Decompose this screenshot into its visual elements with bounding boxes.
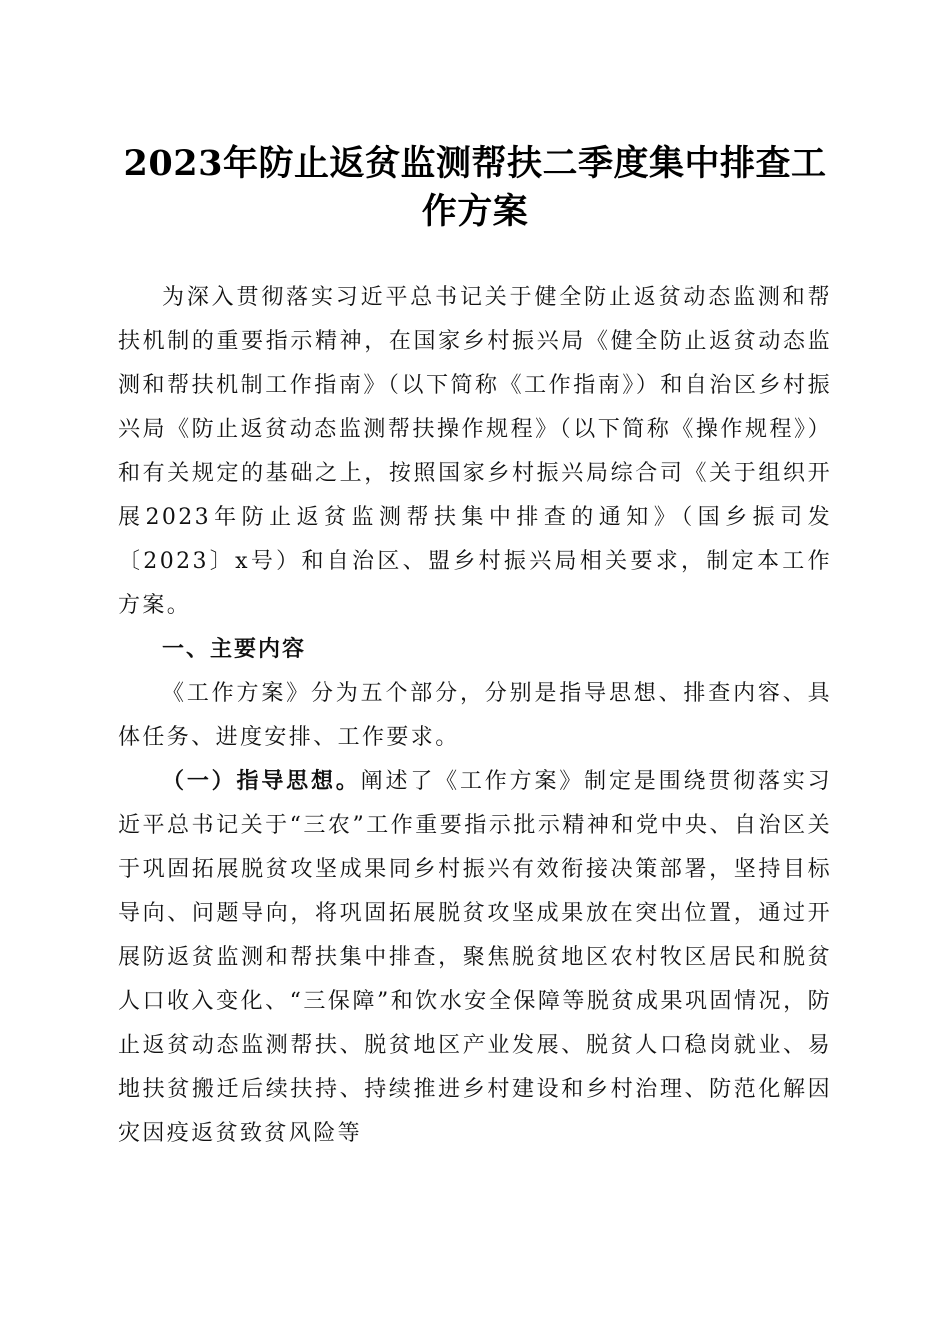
guiding-thought-lead: （一）指导思想。: [162, 769, 361, 794]
document-body: [118, 276, 832, 1156]
section-summary-paragraph: 《工作方案》分为五个部分，分别是指导思想、排查内容、具体任务、进度安排、工作要求。: [118, 681, 832, 750]
guiding-thought-text: 阐述了《工作方案》制定是围绕贯彻落实习近平总书记关于“三农”工作重要指示批示精神和党中央、自治区关于巩固拓展脱贫攻坚成果同乡村振兴有效衔接决策部署，坚持目标导向、问题导向，将巩固拓展脱贫攻坚成果放在突出位置，通过开展防返贫监测和帮扶集中排查，聚焦脱贫地区农村牧区居民和脱贫人口收入变化、“三保障”和饮水安全保障等脱贫成果巩固情况，防止返贫动态监测帮扶、脱贫地区产业发展、脱贫人口稳岗就业、易地扶贫搬迁后续扶持、持续推进乡村建设和乡村治理、防范化解因灾因疫返贫致贫风险等: [118, 769, 833, 1146]
section-heading-main-content: 一、主要内容: [162, 637, 307, 662]
guiding-thought-paragraph: [118, 760, 832, 1156]
intro-paragraph: 为深入贯彻落实习近平总书记关于健全防止返贫动态监测和帮扶机制的重要指示精神，在国家乡村振兴局《健全防止返贫动态监测和帮扶机制工作指南》（以下简称《工作指南》）和自治区乡村振兴局《防止返贫动态监测帮扶操作规程》（以下简称《操作规程》）和有关规定的基础之上，按照国家乡村振兴局综合司《关于组织开展2023年防止返贫监测帮扶集中排查的通知》（国乡振司发〔2023〕x号）和自治区、盟乡村振兴局相关要求，制定本工作方案。: [118, 285, 832, 618]
document-title: 2023年防止返贫监测帮扶二季度集中排查工作方案: [123, 143, 827, 232]
